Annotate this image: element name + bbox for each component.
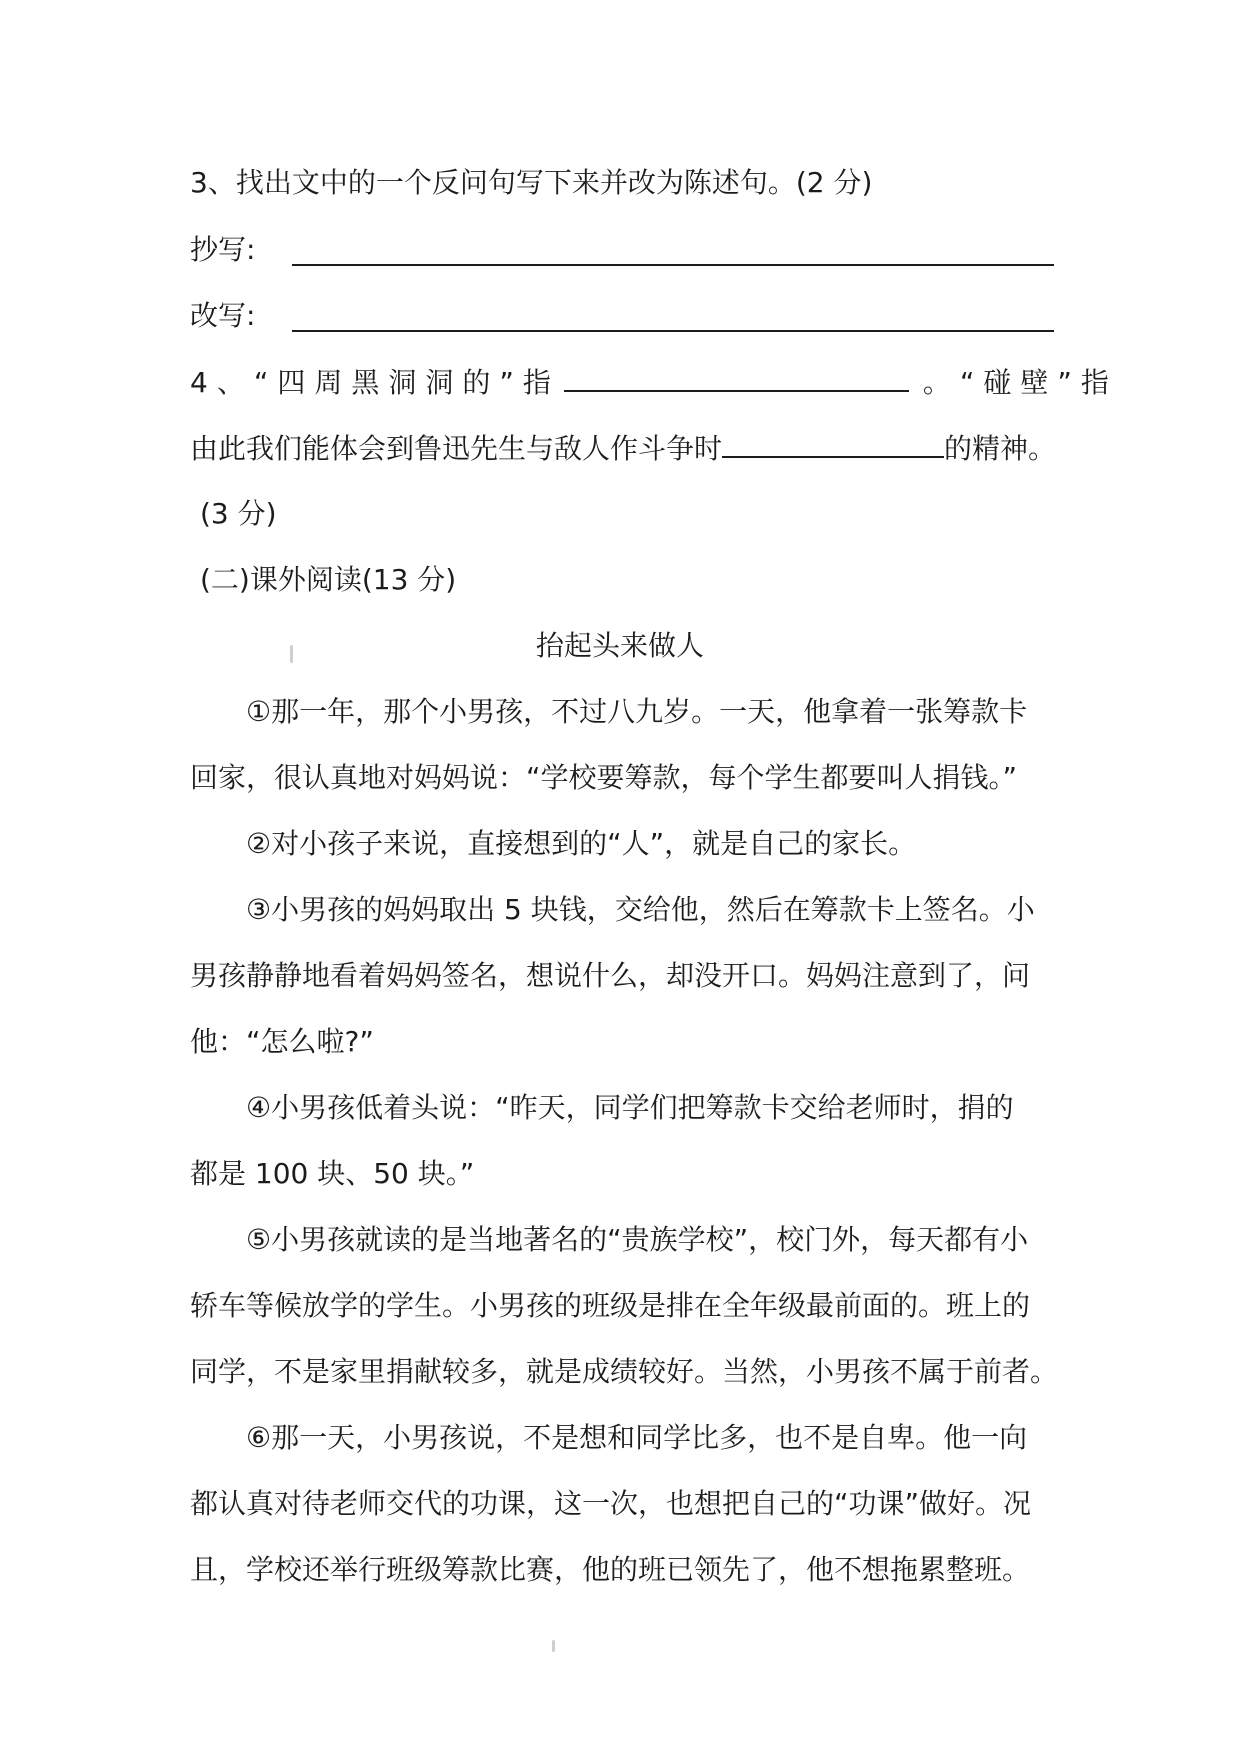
article-line: ⑥那一天，小男孩说，不是想和同学比多，也不是自卑。他一向 bbox=[246, 1421, 1028, 1454]
article-line: 男孩静静地看着妈妈签名，想说什么，却没开口。妈妈注意到了，问 bbox=[190, 959, 1031, 992]
article-line: ④小男孩低着头说：“昨天，同学们把筹款卡交给老师时，捐的 bbox=[246, 1091, 1014, 1124]
article-line: ③小男孩的妈妈取出 5 块钱，交给他，然后在筹款卡上签名。小 bbox=[246, 893, 1035, 926]
scan-speck bbox=[290, 645, 293, 663]
question-4-line-2-suffix: 的精神。 bbox=[944, 432, 1057, 465]
article-line: ⑤小男孩就读的是当地著名的“贵族学校”，校门外，每天都有小 bbox=[246, 1223, 1029, 1256]
copy-label: 抄写: bbox=[190, 233, 256, 266]
article-title: 抬起头来做人 bbox=[535, 629, 704, 662]
article-line: 他：“怎么啦?” bbox=[190, 1025, 374, 1058]
article-line: 都是 100 块、50 块。” bbox=[190, 1157, 475, 1190]
question-4-part-2: 。“碰壁”指 bbox=[922, 366, 1118, 399]
question-4-part-1: 4、“四周黑洞洞的”指 bbox=[190, 366, 560, 399]
question-4-line-1 bbox=[190, 362, 1118, 403]
article-line: 轿车等候放学的学生。小男孩的班级是排在全年级最前面的。班上的 bbox=[190, 1289, 1031, 1322]
question-4-score: (3 分) bbox=[200, 497, 277, 530]
article-line: ①那一年，那个小男孩，不过八九岁。一天，他拿着一张筹款卡 bbox=[246, 695, 1028, 728]
question-4-line-2 bbox=[190, 428, 1056, 469]
rewrite-label: 改写: bbox=[190, 299, 256, 332]
article-line: 同学，不是家里捐献较多，就是成绩较好。当然，小男孩不属于前者。 bbox=[190, 1355, 1059, 1388]
article-line: 都认真对待老师交代的功课，这一次，也想把自己的“功课”做好。况 bbox=[190, 1487, 1032, 1520]
article-line: 回家，很认真地对妈妈说：“学校要筹款，每个学生都要叫人捐钱。” bbox=[190, 761, 1018, 794]
rewrite-answer-line[interactable] bbox=[292, 330, 1054, 332]
scan-speck bbox=[552, 1640, 555, 1652]
article-line: 且，学校还举行班级筹款比赛，他的班已领先了，他不想拖累整班。 bbox=[190, 1553, 1031, 1586]
question-4-blank-2[interactable] bbox=[722, 428, 944, 458]
question-3-prompt: 3、找出文中的一个反问句写下来并改为陈述句。(2 分) bbox=[190, 166, 873, 199]
article-line: ②对小孩子来说，直接想到的“人”，就是自己的家长。 bbox=[246, 827, 917, 860]
question-4-blank-1[interactable] bbox=[564, 362, 909, 392]
copy-answer-line[interactable] bbox=[292, 264, 1054, 266]
question-4-line-2-prefix: 由此我们能体会到鲁迅先生与敌人作斗争时 bbox=[190, 432, 723, 465]
section-2-heading: (二)课外阅读(13 分) bbox=[200, 563, 457, 596]
